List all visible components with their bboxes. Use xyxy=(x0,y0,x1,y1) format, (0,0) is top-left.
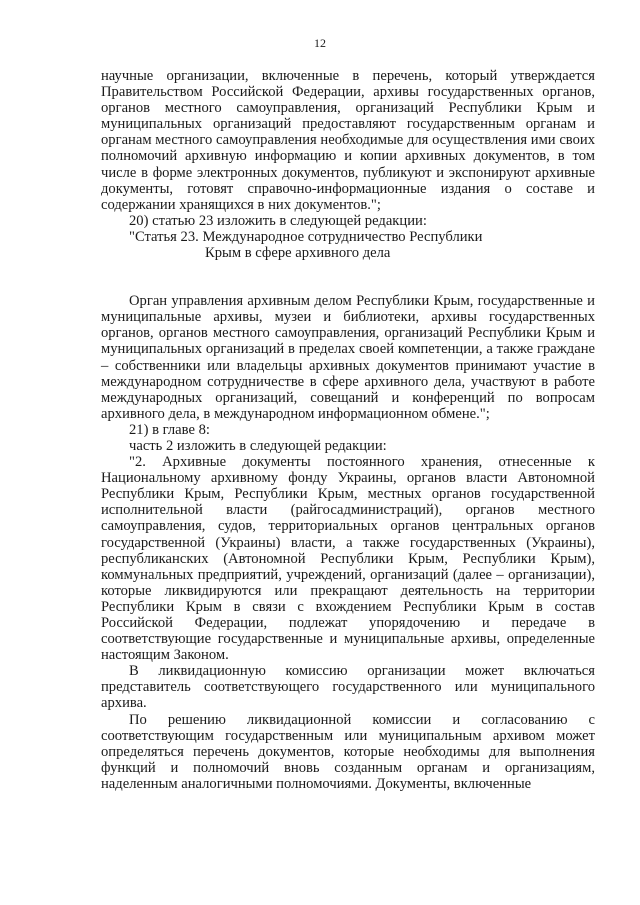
paragraph-item-21: 21) в главе 8: xyxy=(129,421,210,438)
paragraph-part-2-body: "2. Архивные документы постоянного хранения, отнесенные к Национальному архивному фонду Украины, органов власти Автономной Республики Крым, Республики Крым, местных органов государственной исполнительной власти (райгосадминистраций), органов местного самоуправления, судов, территориальных органов центральных органов государственной (Украины) власти, а также государственных (Украины), республиканских (Автономной Республики Крым, Республики Крым), коммунальных предприятий, учреждений, организаций (далее – организации), которые ликвидируются или прекращают деятельность на территории Республики Крым в связи с вхождением Республики Крым в состав Российской Федерации, подлежат упорядочению и передаче в соответствующие государственные и муниципальные архивы, определенные настоящим Законом. xyxy=(101,454,595,664)
paragraph-article-23-body: Орган управления архивным делом Республики Крым, государственные и муниципальные архивы, музеи и библиотеки, архивы государственных органов, органов местного самоуправления, организаций Республики Крым и муниципальных организаций в пределах своей компетенции, а также граждане – собственники или владельцы архивных документов принимают участие в международном сотрудничестве в сфере архивного дела, участвуют в работе международных организаций, совещаний и конференций по вопросам архивного дела, в международном информационном обмене."; xyxy=(101,293,595,422)
paragraph-commission-decision: По решению ликвидационной комиссии и согласованию с соответствующим государственным или муниципальным архивом может определяться перечень документов, которые необходимы для выполнения функций и полномочий вновь созданным органам и организациям, наделенным аналогичными полномочиями. Документы, включенные xyxy=(101,711,595,792)
paragraph-archives-access: научные организации, включенные в перечень, который утверждается Правительством Российской Федерации, архивы государственных органов, органов местного самоуправления, организаций Республики Крым и муниципальных организаций предоставляют государственным органам и органам местного самоуправления необходимые для осуществления ими своих полномочий архивную информацию и копии архивных документов, в том числе в форме электронных документов, публикуют и экспонируют архивные документы, готовят справочно-информационные издания о составе и содержании хранящихся в них документов."; xyxy=(101,68,595,213)
paragraph-part-2-intro: часть 2 изложить в следующей редакции: xyxy=(129,437,387,454)
paragraph-liquidation-commission: В ликвидационную комиссию организации может включаться представитель соответствующего государственного или муниципального архива. xyxy=(101,663,595,712)
article-23-heading-line1: "Статья 23. Международное сотрудничество Республики xyxy=(129,228,483,245)
article-23-heading-line2: Крым в сфере архивного дела xyxy=(205,245,391,262)
paragraph-item-20: 20) статью 23 изложить в следующей редакции: xyxy=(129,212,427,229)
page-number: 12 xyxy=(314,36,326,50)
document-body xyxy=(101,68,595,792)
